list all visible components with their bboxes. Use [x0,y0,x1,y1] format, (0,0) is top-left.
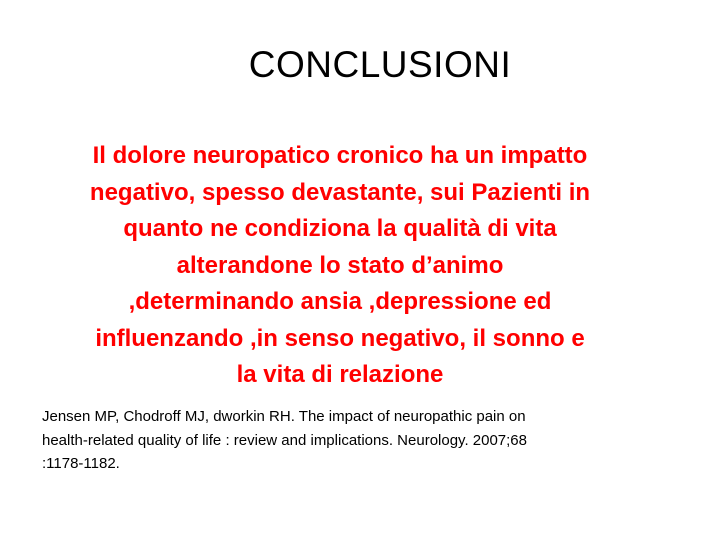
conclusion-line: la vita di relazione [236,361,444,388]
reference-citation [42,405,682,476]
citation-line: Jensen MP, Chodroff MJ, dworkin RH. The impact of neuropathic pain on [42,408,526,425]
conclusion-text [30,138,650,394]
slide-title: CONCLUSIONI [248,44,512,85]
conclusion-line: alterandone lo stato d’animo [176,251,504,279]
conclusion-line: influenzando ,in senso negativo, il sonno e [95,324,585,352]
citation-line: :1178-1182. [42,455,120,472]
citation-line: health-related quality of life : review and implications. Neurology. 2007;68 [42,431,527,449]
conclusion-line: negativo, spesso devastante, sui Pazienti in [89,178,591,206]
conclusion-line: Il dolore neuropatico cronico ha un impatto [92,142,588,169]
conclusion-line: quanto ne condiziona la qualità di vita [123,215,557,242]
conclusion-line: ,determinando ansia ,depressione ed [128,288,552,315]
